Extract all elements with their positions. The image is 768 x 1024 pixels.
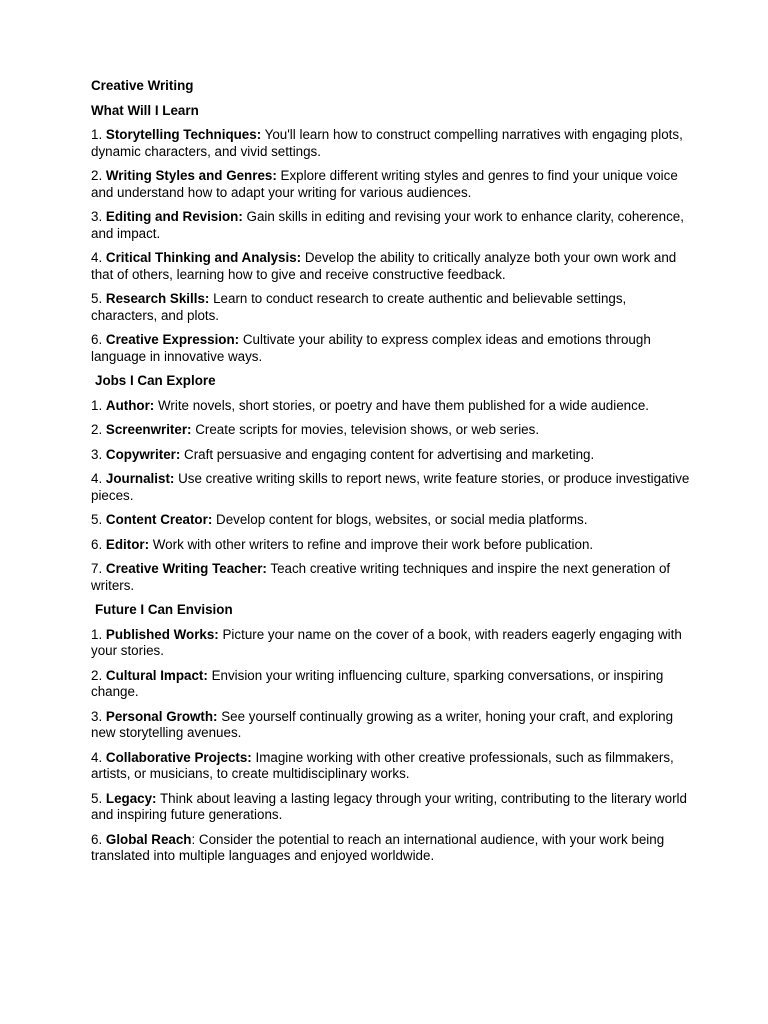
item-term: Research Skills: bbox=[105, 291, 210, 306]
item-number: 1. bbox=[91, 626, 103, 642]
item-text: Learn to conduct research to create authentic and believable settings, characters, and plots. bbox=[91, 291, 627, 323]
item-text: Imagine working with other creative professionals, such as filmmakers, artists, or musicians, to create multidisciplinary works. bbox=[91, 749, 674, 781]
item-term: Global Reach bbox=[105, 831, 192, 847]
item-number: 5. bbox=[91, 512, 103, 527]
item-number: 4. bbox=[91, 471, 103, 486]
item-term: Writing Styles and Genres: bbox=[105, 168, 277, 183]
item-number: 6. bbox=[91, 536, 103, 552]
item-number: 6. bbox=[91, 831, 103, 847]
item-text: : Consider the potential to reach an international audience, with your work being translated into multiple languages and enjoyed worldwide. bbox=[91, 831, 665, 863]
item-text: See yourself continually growing as a writer, honing your craft, and exploring new storytelling avenues. bbox=[91, 708, 674, 740]
item-number: 4. bbox=[91, 250, 103, 265]
section-heading-learn: What Will I Learn bbox=[91, 102, 199, 118]
item-number: 1. bbox=[91, 397, 103, 413]
list-item bbox=[91, 750, 691, 783]
list-item bbox=[91, 447, 691, 464]
list-item bbox=[91, 332, 691, 365]
list-item bbox=[91, 471, 691, 504]
item-term: Screenwriter: bbox=[105, 422, 192, 437]
section-heading-future: Future I Can Envision bbox=[95, 602, 233, 617]
item-text: Write novels, short stories, or poetry and have them published for a wide audience. bbox=[157, 397, 649, 413]
list-item bbox=[91, 709, 691, 742]
item-text: Envision your writing influencing culture, sparking conversations, or inspiring change. bbox=[91, 667, 664, 699]
item-term: Cultural Impact: bbox=[105, 667, 208, 683]
list-item bbox=[91, 127, 691, 160]
item-term: Creative Expression: bbox=[105, 332, 240, 347]
document-title: Creative Writing bbox=[91, 78, 194, 93]
item-term: Published Works: bbox=[105, 626, 219, 642]
list-item bbox=[91, 561, 691, 594]
list-item bbox=[91, 791, 691, 824]
item-term: Editing and Revision: bbox=[105, 209, 243, 224]
item-term: Personal Growth: bbox=[105, 708, 218, 724]
item-text: Teach creative writing techniques and inspire the next generation of writers. bbox=[91, 561, 671, 593]
item-term: Collaborative Projects: bbox=[105, 749, 252, 765]
item-term: Content Creator: bbox=[105, 512, 213, 527]
item-term: Author: bbox=[105, 397, 155, 413]
item-text: Explore different writing styles and genres to find your unique voice and understand how to adapt your writing for various audiences. bbox=[91, 168, 678, 200]
item-text: Develop content for blogs, websites, or social media platforms. bbox=[216, 512, 588, 527]
list-item bbox=[91, 832, 691, 865]
item-text: Think about leaving a lasting legacy through your writing, contributing to the literary world and inspiring future generations. bbox=[91, 790, 687, 822]
list-item bbox=[91, 422, 691, 439]
item-number: 1. bbox=[91, 127, 103, 142]
item-text: Develop the ability to critically analyze both your own work and that of others, learning how to give and receive constructive feedback. bbox=[91, 250, 677, 282]
list-item bbox=[91, 209, 691, 242]
item-term: Legacy: bbox=[105, 790, 157, 806]
item-text: You'll learn how to construct compelling narratives with engaging plots, dynamic characters, and vivid settings. bbox=[91, 127, 683, 159]
list-item bbox=[91, 627, 691, 660]
item-number: 4. bbox=[91, 749, 103, 765]
item-number: 2. bbox=[91, 422, 103, 437]
list-item bbox=[91, 512, 691, 529]
item-number: 6. bbox=[91, 332, 103, 347]
item-term: Copywriter: bbox=[105, 446, 181, 462]
item-text: Picture your name on the cover of a book, with readers eagerly engaging with your stories. bbox=[91, 626, 682, 658]
item-text: Craft persuasive and engaging content for advertising and marketing. bbox=[184, 446, 595, 462]
list-item bbox=[91, 250, 691, 283]
item-term: Storytelling Techniques: bbox=[105, 127, 262, 142]
item-number: 5. bbox=[91, 291, 103, 306]
item-term: Journalist: bbox=[105, 471, 175, 486]
item-text: Create scripts for movies, television shows, or web series. bbox=[195, 422, 540, 437]
list-item bbox=[91, 668, 691, 701]
item-number: 3. bbox=[91, 446, 103, 462]
item-number: 2. bbox=[91, 168, 103, 183]
list-item bbox=[91, 537, 691, 554]
item-number: 5. bbox=[91, 790, 103, 806]
item-number: 2. bbox=[91, 667, 103, 683]
item-text: Cultivate your ability to express complex ideas and emotions through language in innovative ways. bbox=[91, 332, 651, 364]
list-item bbox=[91, 168, 691, 201]
document-page bbox=[91, 78, 691, 873]
item-text: Use creative writing skills to report news, write feature stories, or produce investigative pieces. bbox=[91, 471, 690, 503]
item-term: Editor: bbox=[105, 536, 150, 552]
item-number: 3. bbox=[91, 708, 103, 724]
item-term: Critical Thinking and Analysis: bbox=[105, 250, 302, 265]
list-item bbox=[91, 398, 691, 415]
item-number: 3. bbox=[91, 209, 103, 224]
section-heading-jobs: Jobs I Can Explore bbox=[95, 373, 216, 388]
item-term: Creative Writing Teacher: bbox=[105, 561, 267, 576]
item-number: 7. bbox=[91, 561, 103, 576]
item-text: Gain skills in editing and revising your work to enhance clarity, coherence, and impact. bbox=[91, 209, 684, 241]
list-item bbox=[91, 291, 691, 324]
item-text: Work with other writers to refine and improve their work before publication. bbox=[152, 536, 594, 552]
